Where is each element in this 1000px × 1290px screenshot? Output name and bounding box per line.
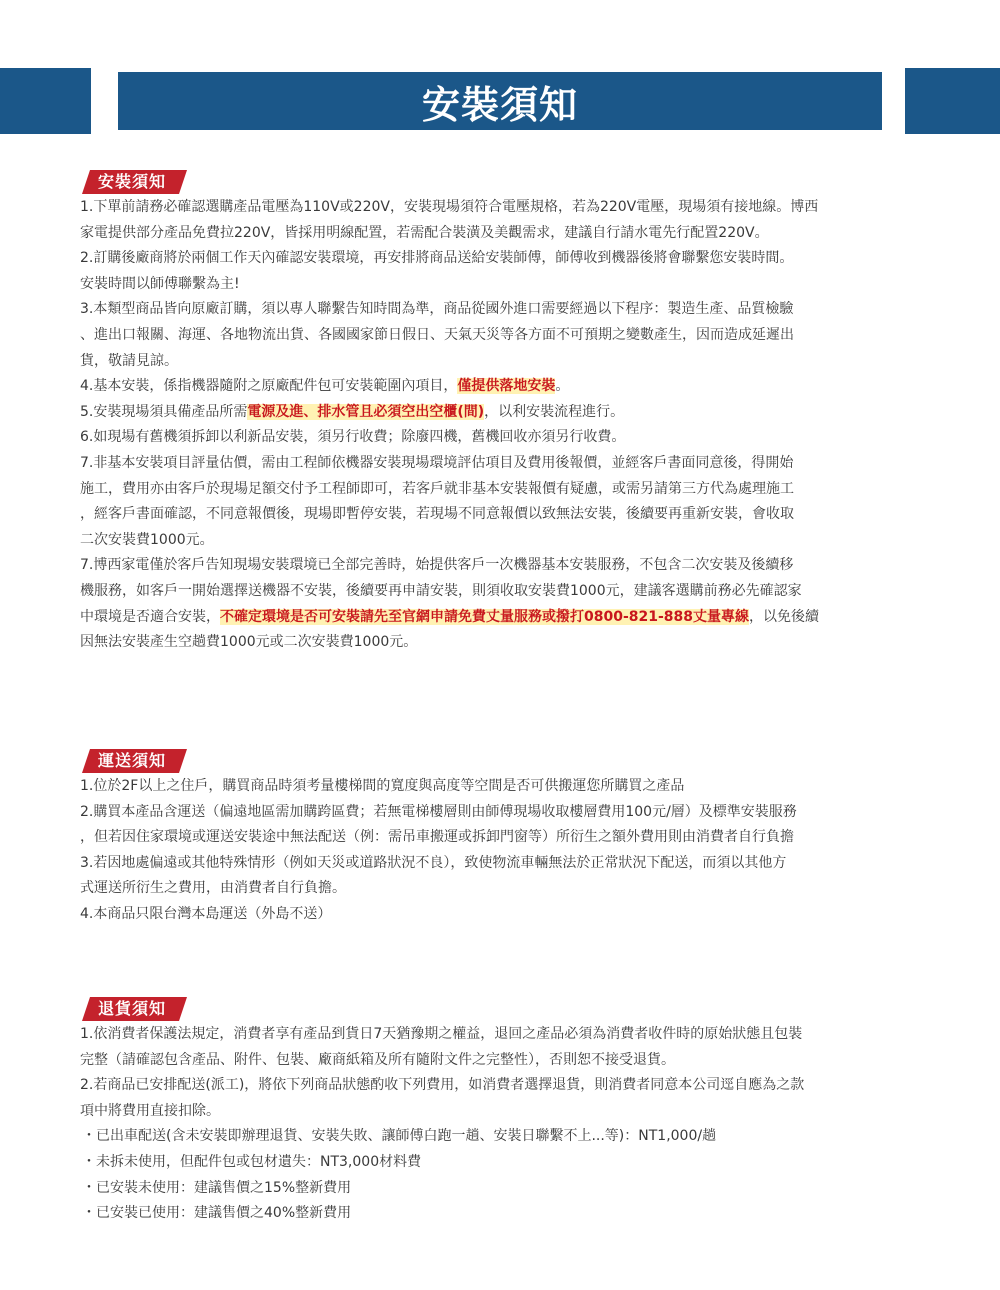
- section-tag-label: 運送須知: [98, 751, 167, 770]
- notice-line: [80, 400, 925, 426]
- section-lines: [80, 774, 925, 928]
- notice-line: ，經客戶書面確認，不同意報價後，現場即暫停安裝，若現場不同意報價以致無法安裝，後續要再重新安裝，會收取: [80, 506, 794, 523]
- notice-line: 3.本類型商品皆向原廠訂購，須以專人聯繫告知時間為準，商品從國外進口需要經過以下程序：製造生產、品質檢驗: [80, 301, 794, 318]
- section-tag: [82, 997, 166, 1021]
- fee-bullet-item: ・未拆未使用，但配件包或包材遺失：NT3,000材料費: [82, 1153, 422, 1170]
- highlighted-text: 電源及進、排水管且必須空出空櫃(間): [247, 403, 485, 420]
- notice-text: 。: [555, 378, 570, 395]
- fee-bullet-item: ・已安裝已使用：建議售價之40%整新費用: [82, 1205, 352, 1222]
- notice-line: 機服務，如客戶一開始選擇送機器不安裝，後續要再申請安裝，則須收取安裝費1000元，建議客選購前務必先確認家: [80, 582, 802, 599]
- notice-line: 安裝時間以師傅聯繫為主!: [80, 275, 240, 292]
- header-right-bar: [905, 68, 1000, 134]
- section-lines: [80, 195, 925, 656]
- notice-line: 、進出口報關、海運、各地物流出貨、各國國家節日假日、天氣天災等各方面不可預期之變數產生，因而造成延遲出: [80, 326, 794, 343]
- notice-line: 4.本商品只限台灣本島運送（外島不送）: [80, 905, 332, 922]
- section-tag-label: 安裝須知: [98, 172, 167, 191]
- section-returns: [80, 997, 925, 1227]
- notice-text: ，以免後續: [749, 608, 820, 625]
- notice-line: 6.如現場有舊機須拆卸以利新品安裝，須另行收費；除廢四機，舊機回收亦須另行收費。: [80, 429, 626, 446]
- notice-line: 項中將費用直接扣除。: [80, 1102, 220, 1119]
- notice-line: 1.依消費者保護法規定，消費者享有產品到貨日7天猶豫期之權益，退回之產品必須為消費者收件時的原始狀態且包裝: [80, 1026, 803, 1042]
- section-tag: [82, 170, 166, 194]
- notice-line: 2.購買本產品含運送（偏遠地區需加購跨區費；若無電梯樓層則由師傅現場收取樓層費用100元/層）及標準安裝服務: [80, 803, 797, 820]
- fee-bullet-item: ・已安裝未使用：建議售價之15%整新費用: [82, 1179, 352, 1196]
- notice-text: 5.安裝現場須具備產品所需: [80, 403, 248, 420]
- notice-line: 家電提供部分產品免費拉220V，皆採用明線配置，若需配合裝潢及美觀需求，建議自行請水電先行配置220V。: [80, 224, 769, 241]
- notice-line: 7.博西家電僅於客戶告知現場安裝環境已全部完善時，始提供客戶一次機器基本安裝服務，不包含二次安裝及後續移: [80, 557, 794, 574]
- header-banner: [118, 72, 882, 130]
- header-left-bar: [0, 68, 91, 134]
- section-shipping: [80, 749, 925, 928]
- notice-line: [80, 374, 925, 400]
- highlighted-text: 僅提供落地安裝: [457, 378, 556, 395]
- notice-line: 完整（請確認包含產品、附件、包裝、廠商紙箱及所有隨附文件之完整性），否則恕不接受退貨。: [80, 1051, 675, 1068]
- notice-line: 1.下單前請務必確認選購產品電壓為110V或220V，安裝現場須符合電壓規格，若為220V電壓，現場須有接地線。博西: [80, 199, 819, 215]
- notice-line: 貨，敬請見諒。: [80, 352, 178, 369]
- notice-line: [80, 605, 925, 631]
- notice-text: 中環境是否適合安裝，: [80, 608, 220, 625]
- notice-line: 2.訂購後廠商將於兩個工作天內確認安裝環境，再安排將商品送給安裝師傅，師傅收到機器後將會聯繫您安裝時間。: [80, 250, 794, 267]
- notice-line: ，但若因住家環境或運送安裝途中無法配送（例：需吊車搬運或拆卸門窗等）所衍生之額外費用則由消費者自行負擔: [80, 829, 794, 846]
- notice-text: ，以利安裝流程進行。: [484, 403, 625, 420]
- notice-line: 二次安裝費1000元。: [80, 531, 214, 548]
- notice-line: 7.非基本安裝項目評量估價，需由工程師依機器安裝現場環境評估項目及費用後報價，並經客戶書面同意後，得開始: [80, 454, 794, 471]
- notice-line: 施工，費用亦由客戶於現場足額交付予工程師即可，若客戶就非基本安裝報價有疑慮，或需另請第三方代為處理施工: [80, 480, 794, 497]
- section-lines: [80, 1022, 925, 1227]
- notice-line: 1.位於2F以上之住戶，購買商品時須考量樓梯間的寬度與高度等空間是否可供搬運您所購買之產品: [80, 778, 685, 794]
- page-title: 安裝須知: [421, 82, 578, 127]
- notice-text: 4.基本安裝，係指機器隨附之原廠配件包可安裝範圍內項目，: [80, 378, 458, 395]
- fee-bullet-item: ・已出車配送(含未安裝即辦理退貨、安裝失敗、讓師傅白跑一趟、安裝日聯繫不上...等)：NT1,000/趟: [82, 1128, 717, 1145]
- section-tag: [82, 749, 166, 773]
- notice-line: 3.若因地處偏遠或其他特殊情形（例如天災或道路狀況不良），致使物流車輛無法於正常狀況下配送，而須以其他方: [80, 854, 787, 871]
- notice-line: 2.若商品已安排配送(派工)，將依下列商品狀態酌收下列費用，如消費者選擇退貨，則消費者同意本公司逕自應為之款: [80, 1077, 805, 1094]
- section-tag-label: 退貨須知: [98, 999, 167, 1018]
- section-installation: [80, 170, 925, 656]
- highlighted-text: 不確定環境是否可安裝請先至官網申請免費丈量服務或撥打0800-821-888丈量專線: [220, 608, 750, 625]
- notice-line: 式運送所衍生之費用，由消費者自行負擔。: [80, 880, 346, 897]
- notice-line: 因無法安裝產生空趟費1000元或二次安裝費1000元。: [80, 634, 418, 651]
